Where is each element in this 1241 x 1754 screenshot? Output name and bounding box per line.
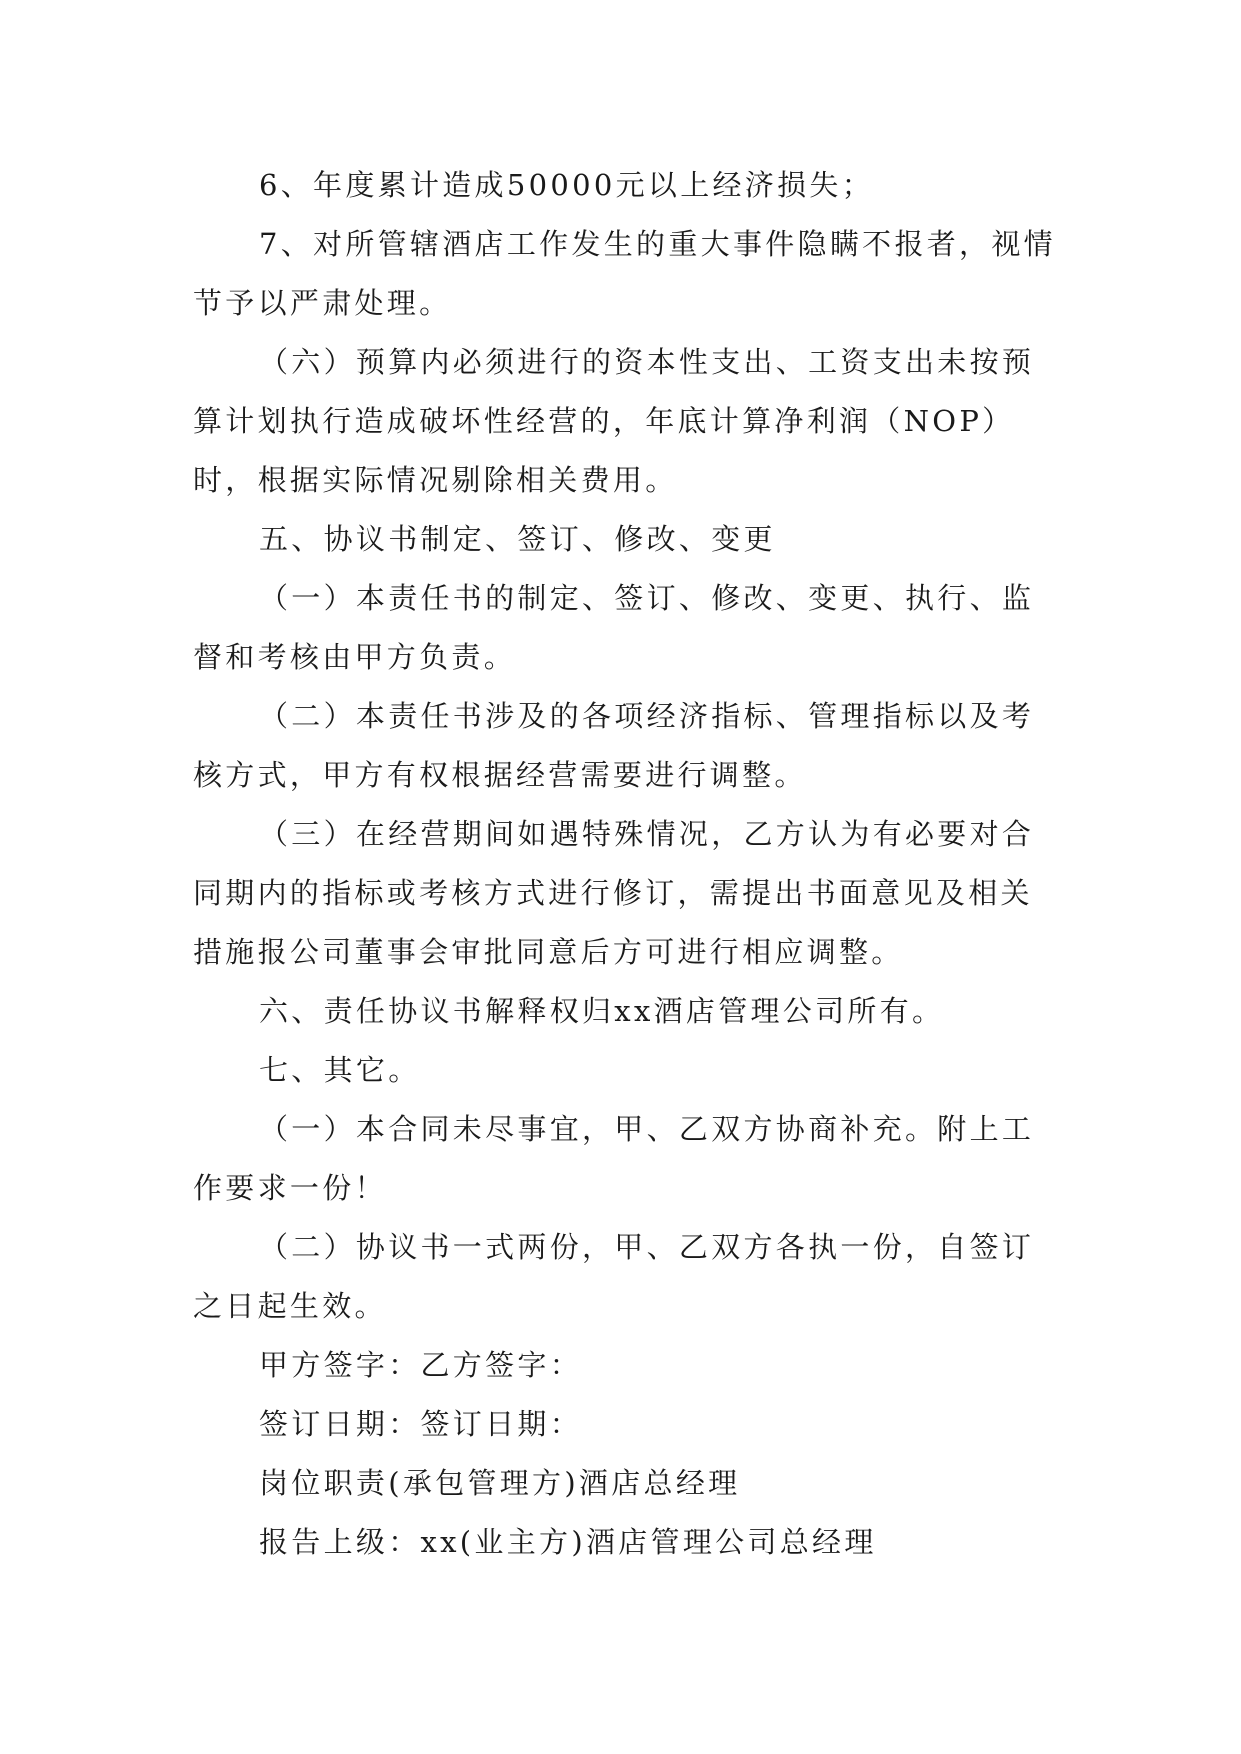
document-body: [193, 156, 1063, 1572]
paragraph-5-1: （一）本责任书的制定、签订、修改、变更、执行、监督和考核由甲方负责。: [193, 581, 1035, 674]
date-line: 签订日期：签订日期：: [259, 1407, 583, 1441]
paragraph-5-3: （三）在经营期间如遇特殊情况，乙方认为有必要对合同期内的指标或考核方式进行修订，需提出书面意见及相关措施报公司董事会审批同意后方可进行相应调整。: [193, 817, 1035, 969]
paragraph-item-7: 7、对所管辖酒店工作发生的重大事件隐瞒不报者，视情节予以严肃处理。: [193, 227, 1056, 320]
section-heading-7: 七、其它。: [259, 1053, 421, 1087]
section-heading-6: 六、责任协议书解释权归xx酒店管理公司所有。: [259, 994, 945, 1028]
reports-to-line: 报告上级：xx(业主方)酒店管理公司总经理: [259, 1525, 877, 1559]
paragraph-7-1: （一）本合同未尽事宜，甲、乙双方协商补充。附上工作要求一份！: [193, 1112, 1035, 1205]
signature-line: 甲方签字：乙方签字：: [259, 1348, 583, 1382]
section-heading-5: 五、协议书制定、签订、修改、变更: [259, 522, 776, 556]
paragraph-item-6: 6、年度累计造成50000元以上经济损失；: [259, 168, 875, 202]
job-title-line: 岗位职责(承包管理方)酒店总经理: [259, 1466, 741, 1500]
paragraph-5-2: （二）本责任书涉及的各项经济指标、管理指标以及考核方式，甲方有权根据经营需要进行调整。: [193, 699, 1035, 792]
paragraph-7-2: （二）协议书一式两份，甲、乙双方各执一份，自签订之日起生效。: [193, 1230, 1035, 1323]
paragraph-budget-exclusion: （六）预算内必须进行的资本性支出、工资支出未按预算计划执行造成破坏性经营的，年底计算净利润（NOP）时，根据实际情况剔除相关费用。: [193, 345, 1035, 497]
